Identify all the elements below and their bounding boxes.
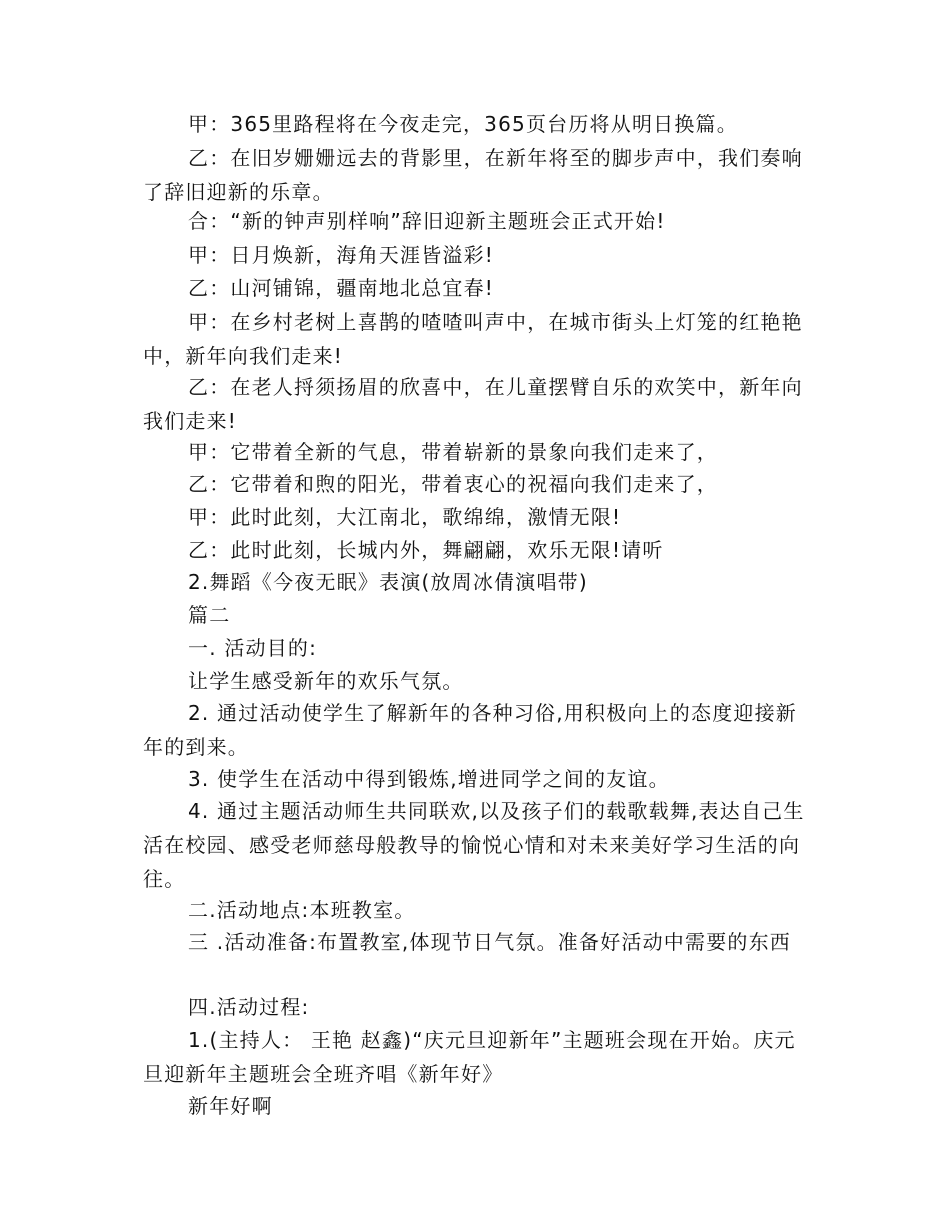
paragraph: 三 .活动准备:布置教室,体现节日气氛。准备好活动中需要的东西	[188, 930, 792, 954]
paragraph: 乙：山河铺锦，疆南地北总宜春!	[188, 276, 495, 300]
section-heading: 篇二	[188, 603, 231, 627]
paragraph: 甲：日月焕新，海角天涯皆溢彩!	[188, 243, 495, 267]
paragraph: 乙：此时此刻，长城内外，舞翩翩，欢乐无限!请听	[188, 538, 664, 562]
paragraph: 2.舞蹈《今夜无眠》表演(放周冰倩演唱带)	[188, 570, 588, 594]
paragraph: 乙：在旧岁姗姗远去的背影里，在新年将至的脚步声中，我们奏响了辞旧迎新的乐章。	[143, 146, 803, 204]
paragraph: 合：“新的钟声别样响”辞旧迎新主题班会正式开始!	[188, 209, 666, 233]
paragraph: 1.(主持人： 王艳 赵鑫)“庆元旦迎新年”主题班会现在开始。庆元旦迎新年主题班会全班齐唱《新年好》	[143, 1028, 796, 1086]
paragraph: 甲：在乡村老树上喜鹊的喳喳叫声中，在城市街头上灯笼的红艳艳中，新年向我们走来!	[143, 310, 803, 368]
paragraph: 3. 使学生在活动中得到锻炼,增进同学之间的友谊。	[188, 767, 670, 791]
paragraph: 乙：它带着和煦的阳光，带着衷心的祝福向我们走来了，	[188, 472, 718, 496]
paragraph: 新年好啊	[188, 1094, 273, 1118]
paragraph: 4. 通过主题活动师生共同联欢,以及孩子们的载歌载舞,表达自己生活在校园、感受老师慈母般教导的愉悦心情和对未来美好学习生活的向往。	[143, 799, 805, 891]
paragraph: 乙：在老人捋须扬眉的欣喜中，在儿童摆臂自乐的欢笑中，新年向我们走来!	[143, 375, 803, 433]
paragraph: 甲：365里路程将在今夜走完，365页台历将从明日换篇。	[188, 112, 738, 136]
paragraph: 四.活动过程:	[188, 995, 310, 1019]
paragraph: 甲：此时此刻，大江南北，歌绵绵，激情无限!	[188, 505, 622, 529]
paragraph: 甲：它带着全新的气息，带着崭新的景象向我们走来了，	[188, 440, 718, 464]
paragraph: 2. 通过活动使学生了解新年的各种习俗,用积极向上的态度迎接新年的到来。	[143, 701, 797, 759]
paragraph: 让学生感受新年的欢乐气氛。	[188, 669, 464, 693]
paragraph: 二.活动地点:本班教室。	[188, 898, 416, 922]
paragraph: 一. 活动目的:	[188, 636, 318, 660]
